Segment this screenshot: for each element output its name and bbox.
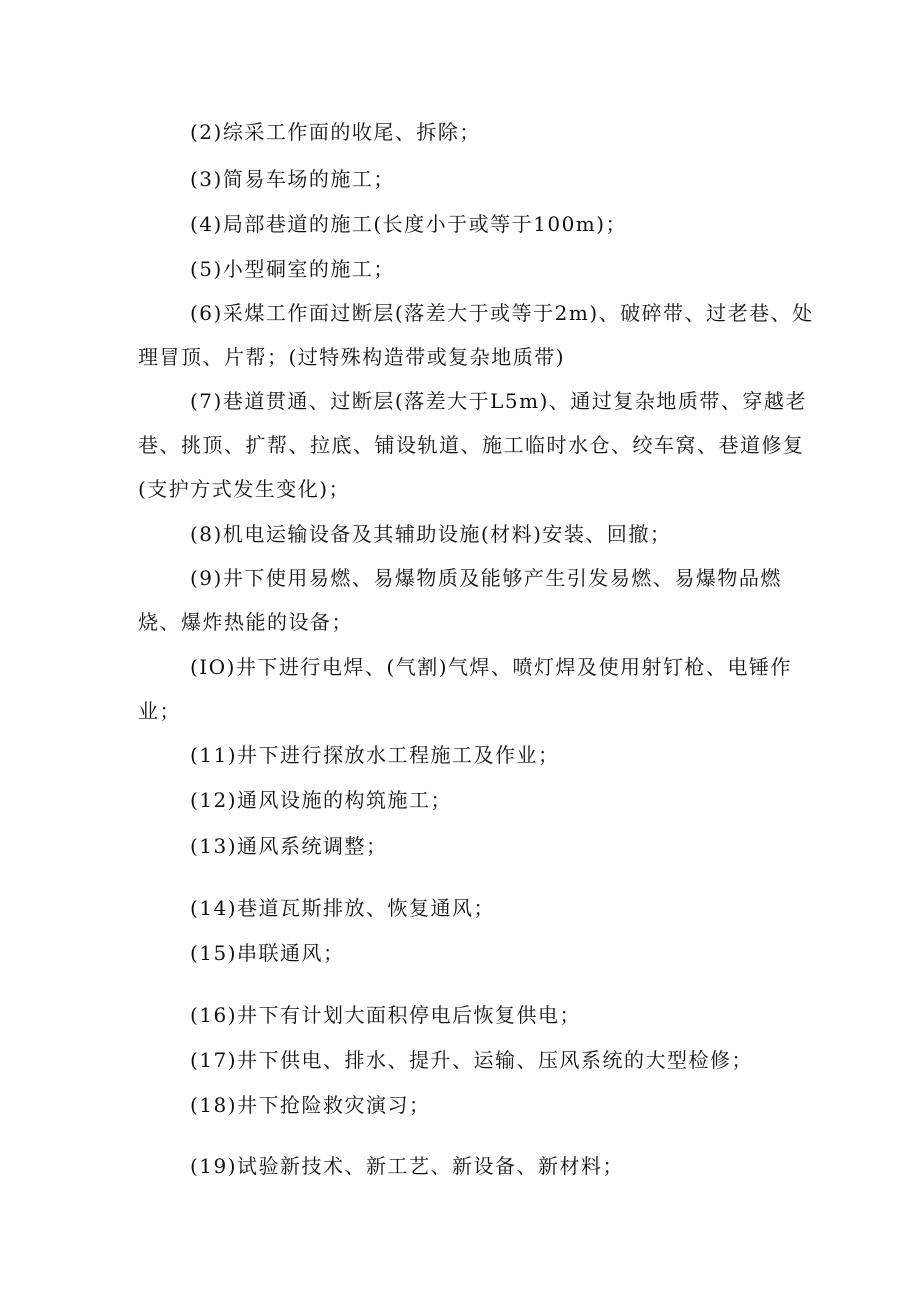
list-item-16: (16)井下有计划大面积停电后恢复供电；: [190, 1003, 582, 1027]
list-item-6: (6)采煤工作面过断层(落差大于或等于2m)、破碎带、过老巷、处理冒顶、片帮；(过特殊构造带或复杂地质带): [138, 301, 814, 369]
list-item-8: (8)机电运输设备及其辅助设施(材料)安装、回撤；: [190, 522, 672, 546]
list-item-2: (2)综采工作面的收尾、拆除；: [190, 120, 481, 144]
list-item-18: (18)井下抢险救灾演习；: [190, 1093, 431, 1117]
list-item-5: (5)小型硐室的施工；: [190, 257, 395, 281]
list-item-15: (15)串联通风；: [190, 941, 345, 965]
list-item-19: (19)试验新技术、新工艺、新设备、新材料；: [190, 1154, 625, 1178]
list-item-11: (11)井下进行探放水工程施工及作业；: [190, 743, 560, 767]
list-item-3: (3)简易车场的施工；: [190, 167, 395, 191]
list-item-10: (IO)井下进行电焊、(气割)气焊、喷灯焊及使用射钉枪、电锤作业；: [138, 655, 793, 723]
list-item-9: (9)井下使用易燃、易爆物质及能够产生引发易燃、易爆物品燃烧、爆炸热能的设备；: [138, 566, 782, 634]
list-item-4: (4)局部巷道的施工(长度小于或等于100m)；: [190, 212, 628, 236]
list-item-12: (12)通风设施的构筑施工；: [190, 788, 453, 812]
list-item-14: (14)巷道瓦斯排放、恢复通风；: [190, 896, 496, 920]
list-item-7: (7)巷道贯通、过断层(落差大于L5m)、通过复杂地质带、穿越老巷、挑顶、扩帮、拉底、铺设轨道、施工临时水仓、绞车窝、巷道修复(支护方式发生变化)；: [138, 389, 807, 501]
list-item-13: (13)通风系统调整；: [190, 834, 388, 858]
list-item-17: (17)井下供电、排水、提升、运输、压风系统的大型检修；: [190, 1048, 754, 1072]
